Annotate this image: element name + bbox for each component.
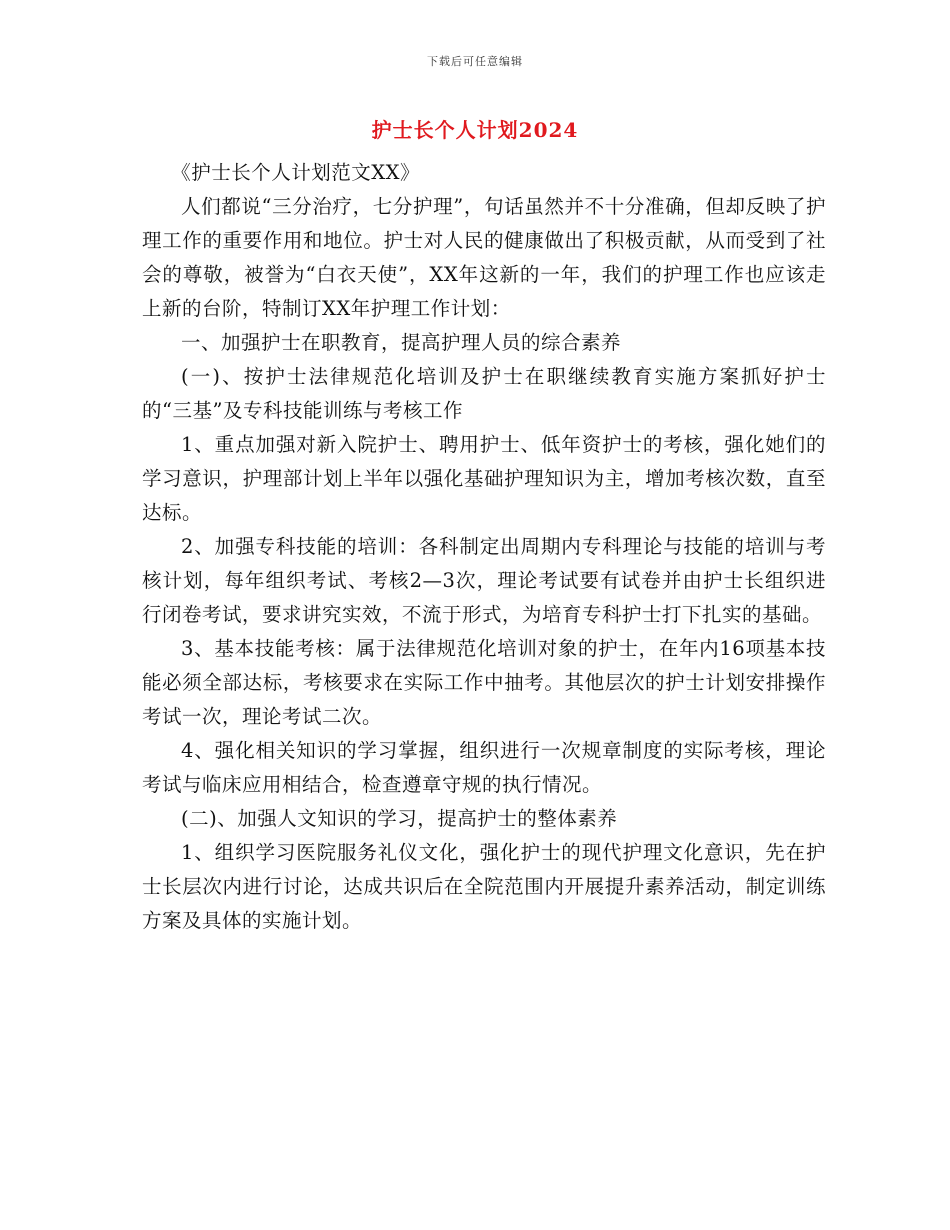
document-body [142,156,826,938]
paragraph-item-3: 3、基本技能考核：属于法律规范化培训对象的护士，在年内16项基本技能必须全部达标，考核要求在实际工作中抽考。其他层次的护士计划安排操作考试一次，理论考试二次。 [142,637,826,728]
document-title: 护士长个人计划2024 [371,118,579,142]
paragraph-item-5: 1、组织学习医院服务礼仪文化，强化护士的现代护理文化意识，先在护士长层次内进行讨论，达成共识后在全院范围内开展提升素养活动，制定训练方案及具体的实施计划。 [142,841,826,932]
header-note: 下载后可任意编辑 [427,55,523,68]
subsection-heading-2: (二)、加强人文知识的学习，提高护士的整体素养 [181,807,618,830]
paragraph-item-1: 1、重点加强对新入院护士、聘用护士、低年资护士的考核，强化她们的学习意识，护理部计划上半年以强化基础护理知识为主，增加考核次数，直至达标。 [142,433,826,524]
paragraph-subtitle: 《护士长个人计划范文XX》 [171,161,421,184]
paragraph-intro: 人们都说“三分治疗，七分护理”，句话虽然并不十分准确，但却反映了护理工作的重要作用和地位。护士对人民的健康做出了积极贡献，从而受到了社会的尊敬，被誉为“白衣天使”，XX年这新的一年，我们的护理工作也应该走上新的台阶，特制订XX年护理工作计划： [142,195,826,320]
section-heading-1: 一、加强护士在职教育，提高护理人员的综合素养 [181,331,622,354]
paragraph-item-4: 4、强化相关知识的学习掌握，组织进行一次规章制度的实际考核，理论考试与临床应用相结合，检查遵章守规的执行情况。 [142,739,826,796]
paragraph-item-2: 2、加强专科技能的培训：各科制定出周期内专科理论与技能的培训与考核计划，每年组织考试、考核2—3次，理论考试要有试卷并由护士长组织进行闭卷考试，要求讲究实效，不流于形式，为培育专科护士打下扎实的基础。 [142,535,826,626]
subsection-heading-1: (一)、按护士法律规范化培训及护士在职继续教育实施方案抓好护士的“三基”及专科技能训练与考核工作 [142,365,826,422]
